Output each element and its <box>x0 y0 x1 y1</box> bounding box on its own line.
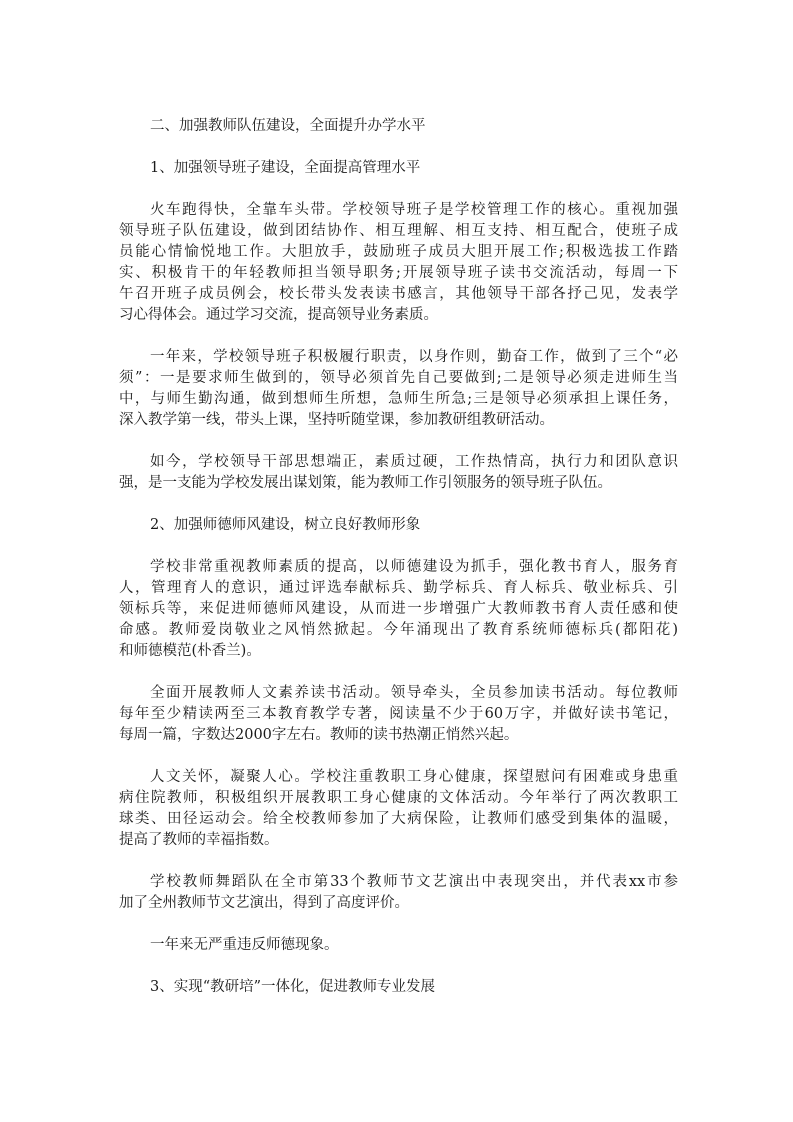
text-line: 提高了教师的幸福指数。 <box>119 832 279 848</box>
text-line: 命感。教师爱岗敬业之风悄然掀起。今年涌现出了教育系统师德标兵(都阳花) <box>119 622 678 638</box>
text-line: 学校教师舞蹈队在全市第33个教师节文艺演出中表现突出，并代表xx市参 <box>150 874 678 890</box>
body-paragraph <box>119 557 678 662</box>
text-line: 病住院教师，积极组织开展教职工身心健康的文体活动。今年举行了两次教职工 <box>119 790 678 806</box>
text-line: 实、积极肯干的年轻教师担当领导职务;开展领导班子读书交流活动，每周一下 <box>119 265 678 281</box>
body-paragraph <box>119 872 678 914</box>
text-line: 午召开班子成员例会，校长带头发表读书感言，其他领导干部各抒己见，发表学 <box>119 286 678 302</box>
text-line: 人文关怀，凝聚人心。学校注重教职工身心健康，探望慰问有困难或身患重 <box>150 769 678 785</box>
text-line: 中，与师生勤沟通，做到想师生所想，急师生所急;三是领导必须承担上课任务， <box>119 391 678 407</box>
text-line: 须”：一是要求师生做到的，领导必须首先自己要做到;二是领导必须走进师生当 <box>119 370 678 386</box>
body-paragraph <box>119 683 678 746</box>
section-heading <box>119 515 678 536</box>
document-page <box>119 116 678 1019</box>
text-line: 2、加强师德师风建设，树立良好教师形象 <box>150 517 421 533</box>
text-line: 每周一篇，字数达2000字左右。教师的读书热潮正悄然兴起。 <box>119 727 519 743</box>
text-line: 每年至少精读两至三本教育教学专著，阅读量不少于60万字，并做好读书笔记， <box>119 706 678 722</box>
text-line: 3、实现“教研培”一体化，促进教师专业发展 <box>150 979 436 995</box>
text-line: 习心得体会。通过学习交流，提高领导业务素质。 <box>119 307 438 323</box>
text-line: 员能心情愉悦地工作。大胆放手，鼓励班子成员大胆开展工作;积极选拔工作踏 <box>119 244 678 260</box>
section-heading <box>119 116 678 137</box>
body-paragraph <box>119 767 678 851</box>
text-line: 领标兵等，来促进师德师风建设，从而进一步增强广大教师教书育人责任感和使 <box>119 601 678 617</box>
body-paragraph <box>119 452 678 494</box>
text-line: 和师德模范(朴香兰)。 <box>119 643 261 659</box>
text-line: 加了全州教师节文艺演出，得到了高度评价。 <box>119 895 409 911</box>
body-paragraph <box>119 200 678 326</box>
text-line: 1、加强领导班子建设，全面提高管理水平 <box>150 160 421 176</box>
text-line: 学校非常重视教师素质的提高，以师德建设为抓手，强化教书育人，服务育 <box>150 559 678 575</box>
text-line: 二、加强教师队伍建设，全面提升办学水平 <box>150 118 426 134</box>
text-line: 强，是一支能为学校发展出谋划策，能为教师工作引领服务的领导班子队伍。 <box>119 475 612 491</box>
body-paragraph <box>119 935 678 956</box>
body-paragraph <box>119 347 678 431</box>
text-line: 球类、田径运动会。给全校教师参加了大病保险，让教师们感受到集体的温暖， <box>119 811 678 827</box>
text-line: 一年来，学校领导班子积极履行职责，以身作则，勤奋工作，做到了三个“必 <box>150 349 678 365</box>
text-line: 人，管理育人的意识，通过评选奉献标兵、勤学标兵、育人标兵、敬业标兵、引 <box>119 580 678 596</box>
text-line: 如今，学校领导干部思想端正，素质过硬，工作热情高，执行力和团队意识 <box>150 454 678 470</box>
text-line: 全面开展教师人文素养读书活动。领导牵头，全员参加读书活动。每位教师 <box>150 685 678 701</box>
text-line: 深入教学第一线，带头上课，坚持听随堂课，参加教研组教研活动。 <box>119 412 554 428</box>
section-heading <box>119 158 678 179</box>
section-heading <box>119 977 678 998</box>
text-line: 火车跑得快，全靠车头带。学校领导班子是学校管理工作的核心。重视加强 <box>150 202 678 218</box>
text-line: 领导班子队伍建设，做到团结协作、相互理解、相互支持、相互配合，使班子成 <box>119 223 678 239</box>
text-line: 一年来无严重违反师德现象。 <box>150 937 339 953</box>
